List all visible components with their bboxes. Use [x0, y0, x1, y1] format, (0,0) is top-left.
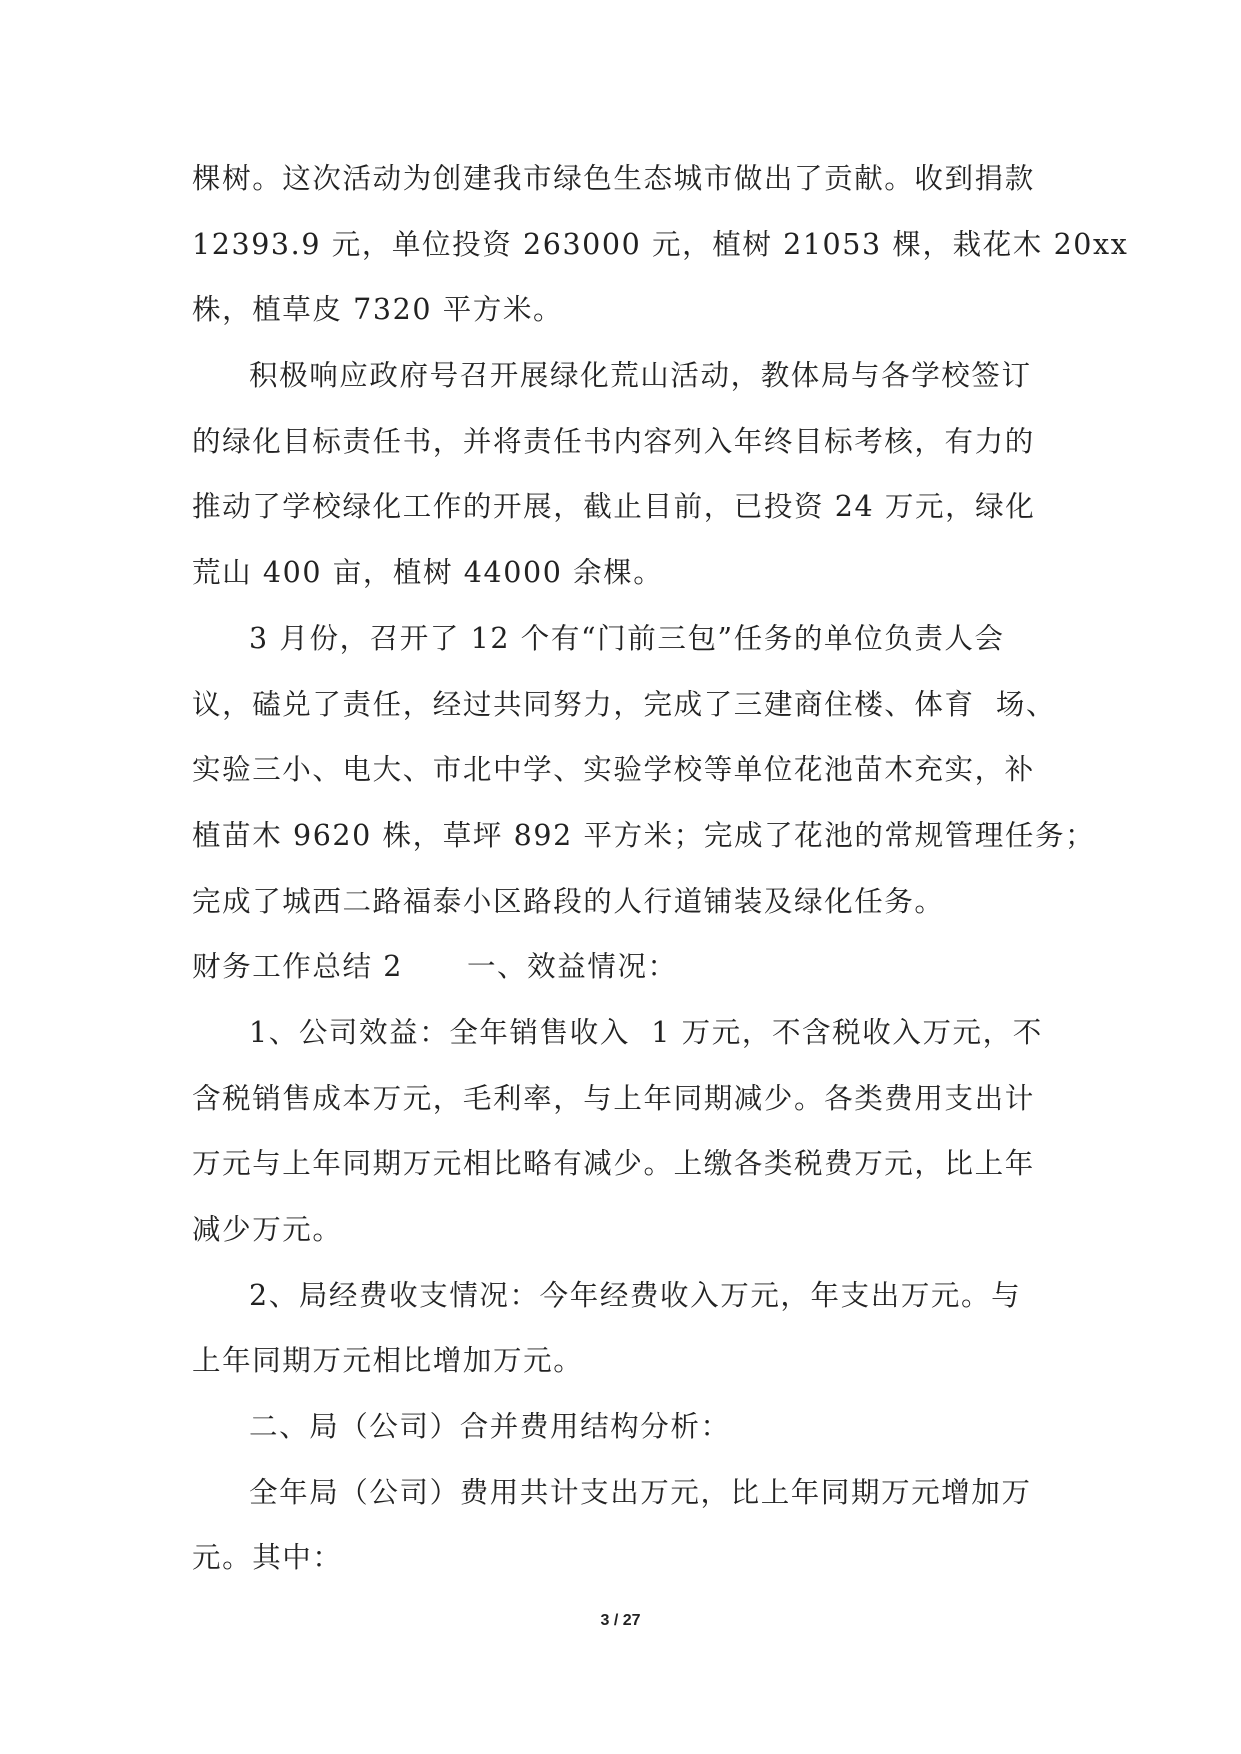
text-line: 元。其中： [192, 1541, 343, 1575]
text-line: 上年同期万元相比增加万元。 [192, 1344, 584, 1378]
text-line: 万元与上年同期万元相比略有减少。上缴各类税费万元，比上年 [192, 1147, 1035, 1181]
paragraph-start-line: 积极响应政府号召开展绿化荒山活动，教体局与各学校签订 [249, 359, 1032, 393]
paragraph-start-line: 2、局经费收支情况：今年经费收入万元，年支出万元。与 [249, 1278, 1022, 1312]
section-heading-line: 财务工作总结 2 一、效益情况： [192, 950, 678, 984]
text-line: 含税销售成本万元，毛利率，与上年同期减少。各类费用支出计 [192, 1081, 1035, 1115]
text-line: 议，磕兑了责任，经过共同努力，完成了三建商住楼、体育 场、 [192, 687, 1057, 721]
text-line: 植苗木 9620 株，草坪 892 平方米；完成了花池的常规管理任务； [192, 818, 1096, 852]
text-line: 推动了学校绿化工作的开展，截止目前，已投资 24 万元，绿化 [192, 490, 1036, 524]
paragraph-start-line: 1、公司效益：全年销售收入 1 万元，不含税收入万元，不 [249, 1015, 1043, 1049]
document-body [192, 146, 1129, 1591]
text-line: 棵树。这次活动为创建我市绿色生态城市做出了贡献。收到捐款 [192, 162, 1035, 195]
text-line: 完成了城西二路福泰小区路段的人行道铺装及绿化任务。 [192, 884, 945, 918]
paragraph-start-line: 3 月份，召开了 12 个有“门前三包”任务的单位负责人会 [249, 621, 1005, 655]
text-line: 的绿化目标责任书，并将责任书内容列入年终目标考核，有力的 [192, 424, 1035, 458]
text-line: 株，植草皮 7320 平方米。 [192, 293, 564, 327]
text-line: 实验三小、电大、市北中学、实验学校等单位花池苗木充实，补 [192, 753, 1035, 787]
paragraph-start-line: 全年局（公司）费用共计支出万元，比上年同期万元增加万 [249, 1475, 1032, 1509]
text-line: 减少万元。 [192, 1213, 343, 1246]
text-line: 荒山 400 亩，植树 44000 余棵。 [192, 556, 664, 590]
subheading-line: 二、局（公司）合并费用结构分析： [249, 1410, 731, 1444]
text-line: 12393.9 元，单位投资 263000 元，植树 21053 棵，栽花木 20xx [192, 227, 1129, 261]
page-number: 3 / 27 [600, 1612, 641, 1629]
